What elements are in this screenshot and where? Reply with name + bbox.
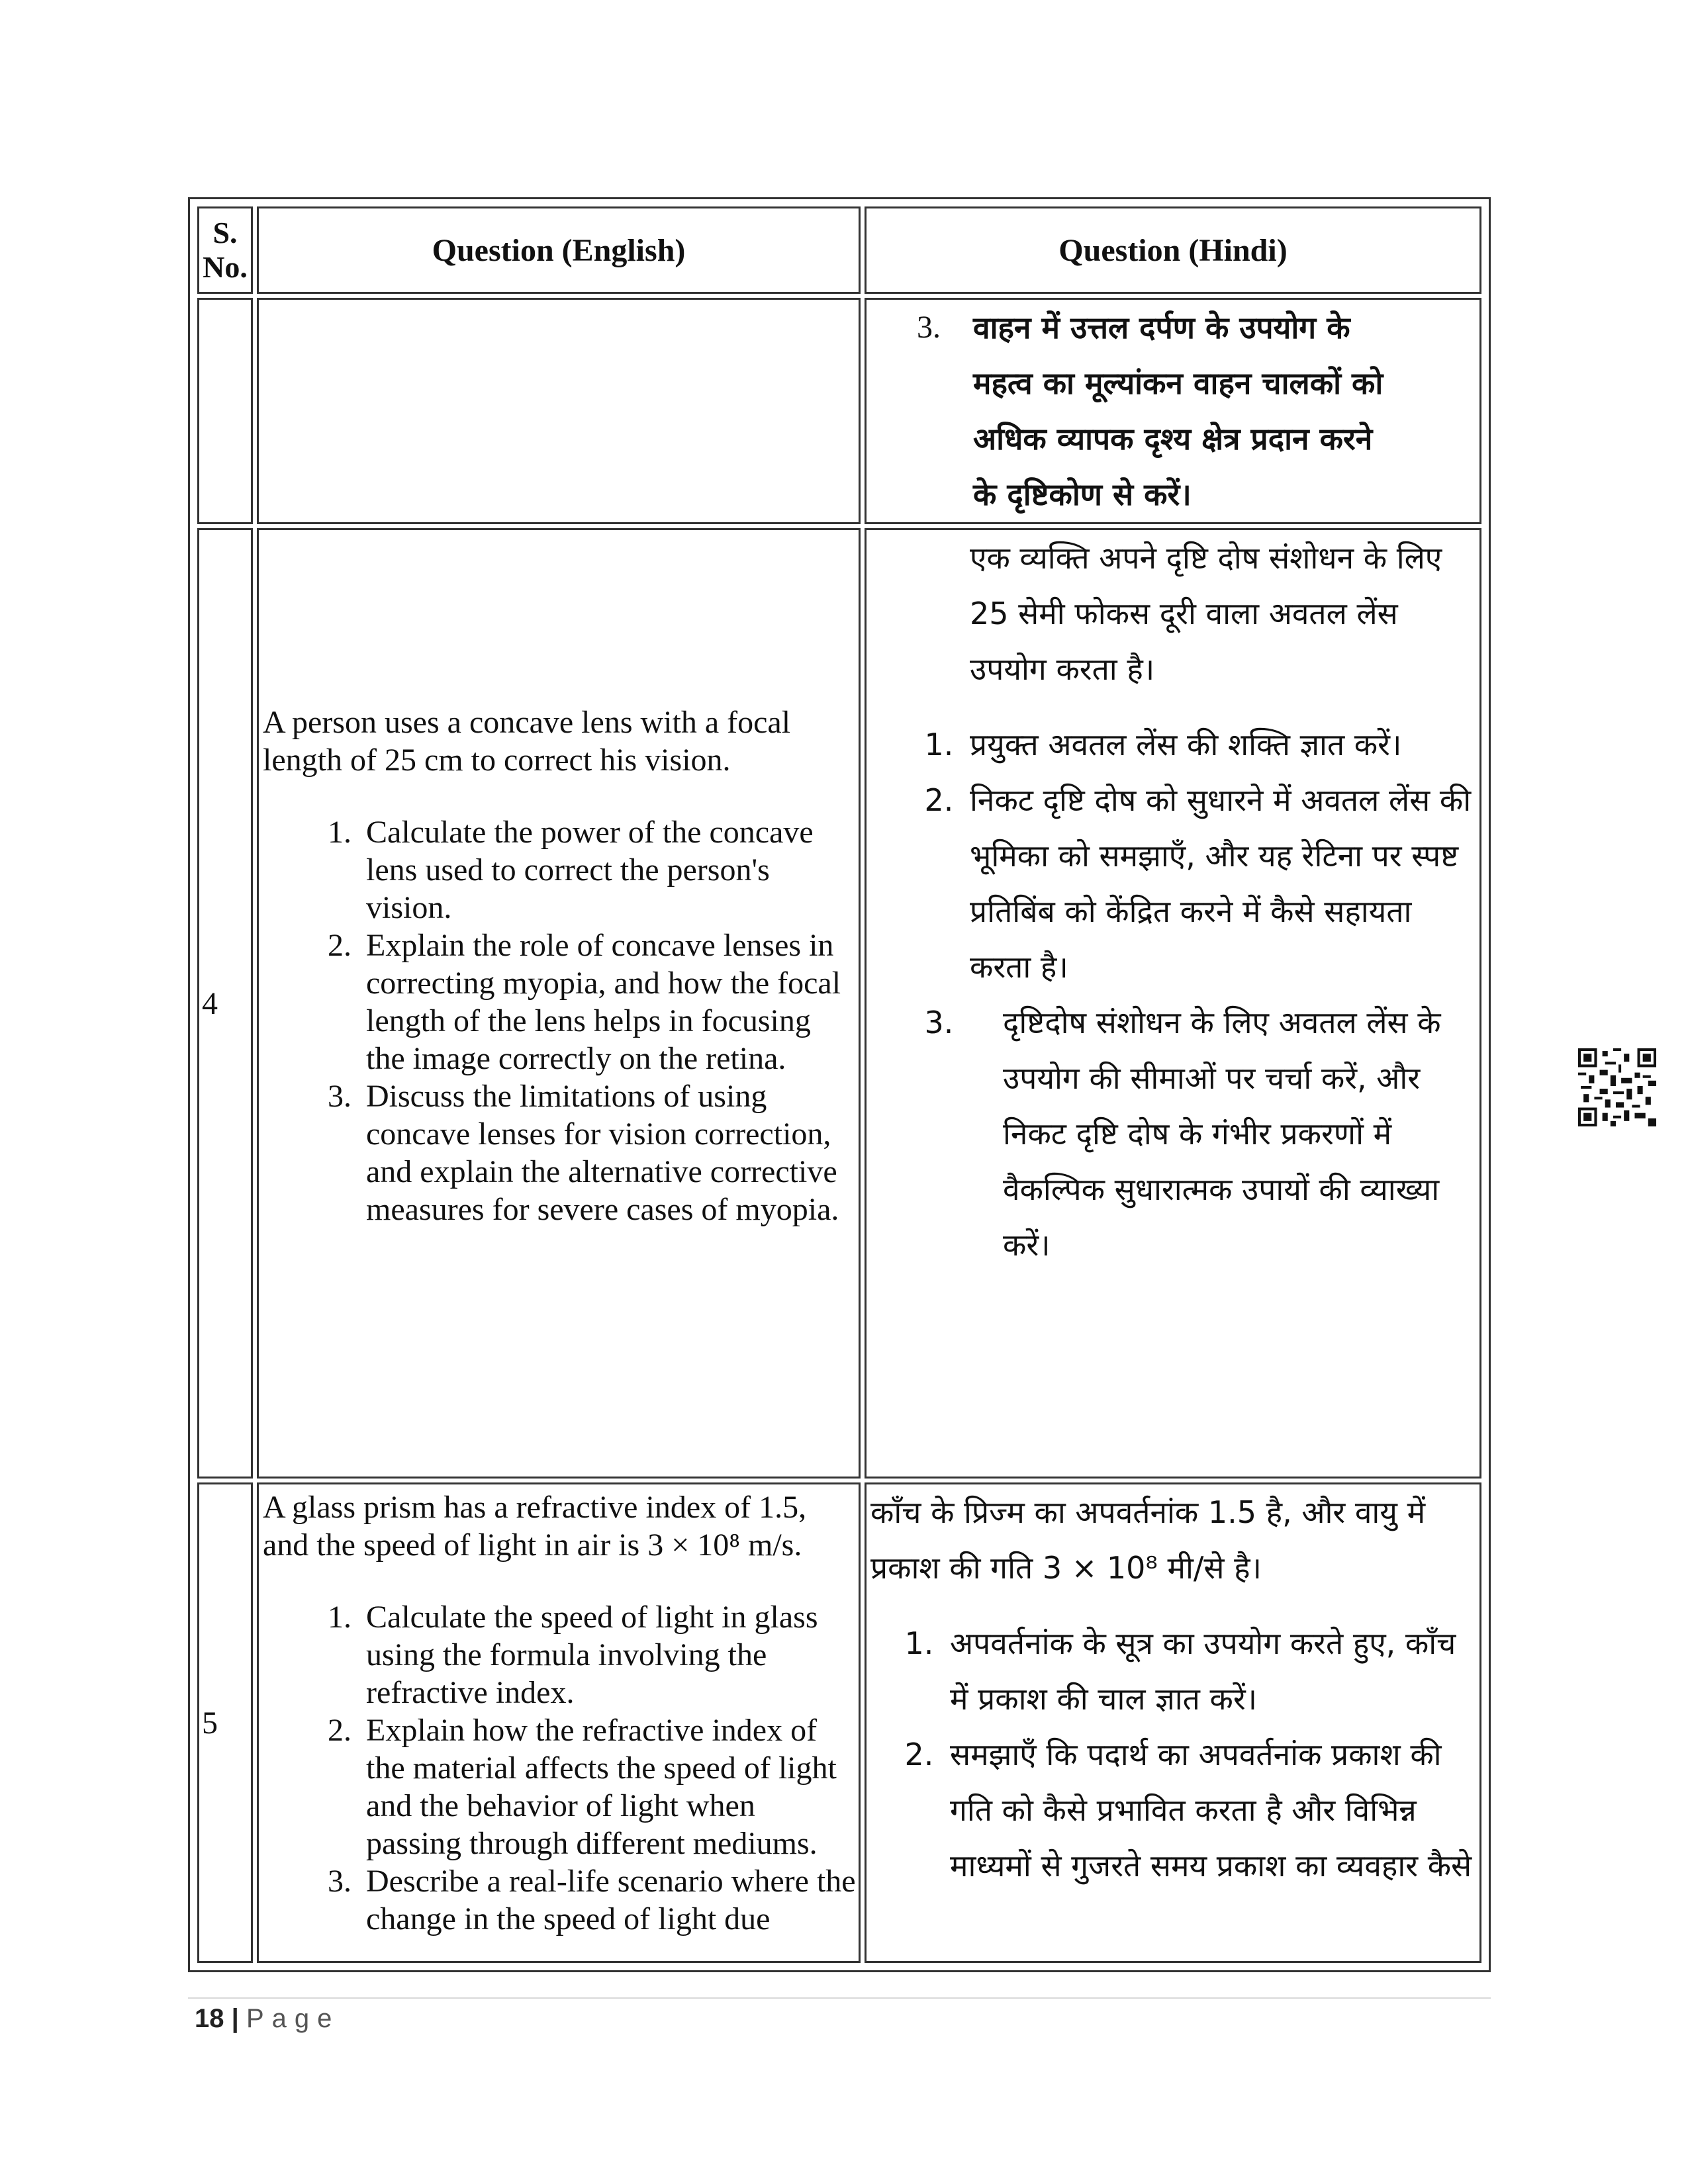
hindi-intro: काँच के प्रिज्म का अपवर्तनांक 1.5 है, और वायु में प्रकाश की गति 3 × 10⁸ मी/से है। — [870, 1494, 1426, 1586]
header-row — [197, 206, 1481, 294]
english-header: Question (English) — [257, 206, 861, 294]
hindi-line: अधिक व्यापक दृश्य क्षेत्र प्रदान करने — [973, 421, 1373, 457]
list-item: 2. Explain the role of concave lenses in correcting myopia, and how the focal length of the lens helps in focusing the image correctly on the retina. — [359, 927, 856, 1077]
table-row-4 — [197, 528, 1481, 1479]
page-label: Page — [246, 2004, 340, 2033]
sno-cell: 5 — [197, 1482, 253, 1963]
hindi-line: महत्व का मूल्यांकन वाहन चालकों को — [973, 365, 1383, 401]
hindi-line: के दृष्टिकोण से करें। — [973, 477, 1192, 512]
sno-cell — [197, 298, 253, 524]
english-question-list — [263, 1598, 856, 1938]
hindi-question-list — [870, 1615, 1473, 1893]
list-item: 1. Calculate the speed of light in glass using the formula involving the refractive index. — [359, 1598, 856, 1711]
english-cell — [257, 298, 861, 524]
list-item: 2. निकट दृष्टि दोष को सुधारने में अवतल लेंस की भूमिका को समझाएँ, और यह रेटिना पर स्पष्ट प्रतिबिंब को केंद्रित करने में कैसे सहायता करता है। — [963, 772, 1473, 995]
hindi-cell — [865, 528, 1481, 1479]
english-question-list — [263, 813, 856, 1228]
question-table-frame — [188, 197, 1491, 1972]
page-number: 18 — [195, 2004, 224, 2033]
english-cell — [257, 1482, 861, 1963]
footer-divider — [188, 1997, 1491, 1999]
sno-cell: 4 — [197, 528, 253, 1479]
page-footer — [195, 2004, 340, 2034]
list-item: 1. अपवर्तनांक के सूत्र का उपयोग करते हुए, काँच में प्रकाश की चाल ज्ञात करें। — [943, 1615, 1473, 1727]
list-item: 1. Calculate the power of the concave lens used to correct the person's vision. — [359, 813, 856, 927]
hindi-cell — [865, 1482, 1481, 1963]
english-cell — [257, 528, 861, 1479]
qr-code-icon — [1578, 1048, 1656, 1126]
sno-header — [197, 206, 253, 294]
sno-header-line1: S. — [212, 216, 238, 250]
footer-separator: | — [231, 2004, 239, 2033]
question-table — [193, 203, 1485, 1967]
hindi-header: Question (Hindi) — [865, 206, 1481, 294]
table-row-continued — [197, 298, 1481, 524]
list-item: 1. प्रयुक्त अवतल लेंस की शक्ति ज्ञात करें। — [963, 717, 1473, 772]
english-intro: A glass prism has a refractive index of 1.5, and the speed of light in air is 3 × 10⁸ m/s. — [263, 1490, 807, 1563]
hindi-line: वाहन में उत्तल दर्पण के उपयोग के — [973, 310, 1350, 345]
hindi-cell — [865, 298, 1481, 524]
list-item: 2. Explain how the refractive index of the material affects the speed of light and the behavior of light when passing through different mediums. — [359, 1711, 856, 1862]
hindi-question-list — [870, 717, 1473, 1273]
list-item: 2. समझाएँ कि पदार्थ का अपवर्तनांक प्रकाश की गति को कैसे प्रभावित करता है और विभिन्न माध्यमों से गुजरते समय प्रकाश का व्यवहार कैसे — [943, 1727, 1473, 1893]
table-row-5 — [197, 1482, 1481, 1963]
english-intro: A person uses a concave lens with a focal length of 25 cm to correct his vision. — [263, 704, 791, 778]
hindi-intro: एक व्यक्ति अपने दृष्टि दोष संशोधन के लिए 25 सेमी फोकस दूरी वाला अवतल लेंस उपयोग करता है। — [970, 540, 1442, 687]
sno-header-line2: No. — [203, 250, 248, 284]
list-item: 3. Describe a real-life scenario where the change in the speed of light due — [359, 1862, 856, 1938]
list-item: 3. दृष्टिदोष संशोधन के लिए अवतल लेंस के उपयोग की सीमाओं पर चर्चा करें, और निकट दृष्टि दोष के गंभीर प्रकरणों में वैकल्पिक सुधारात्मक उपायों की व्याख्या करें। — [963, 995, 1473, 1273]
hindi-item-number: 3. — [917, 310, 941, 345]
list-item: 3. Discuss the limitations of using concave lenses for vision correction, and explain the alternative corrective measures for severe cases of myopia. — [359, 1077, 856, 1228]
